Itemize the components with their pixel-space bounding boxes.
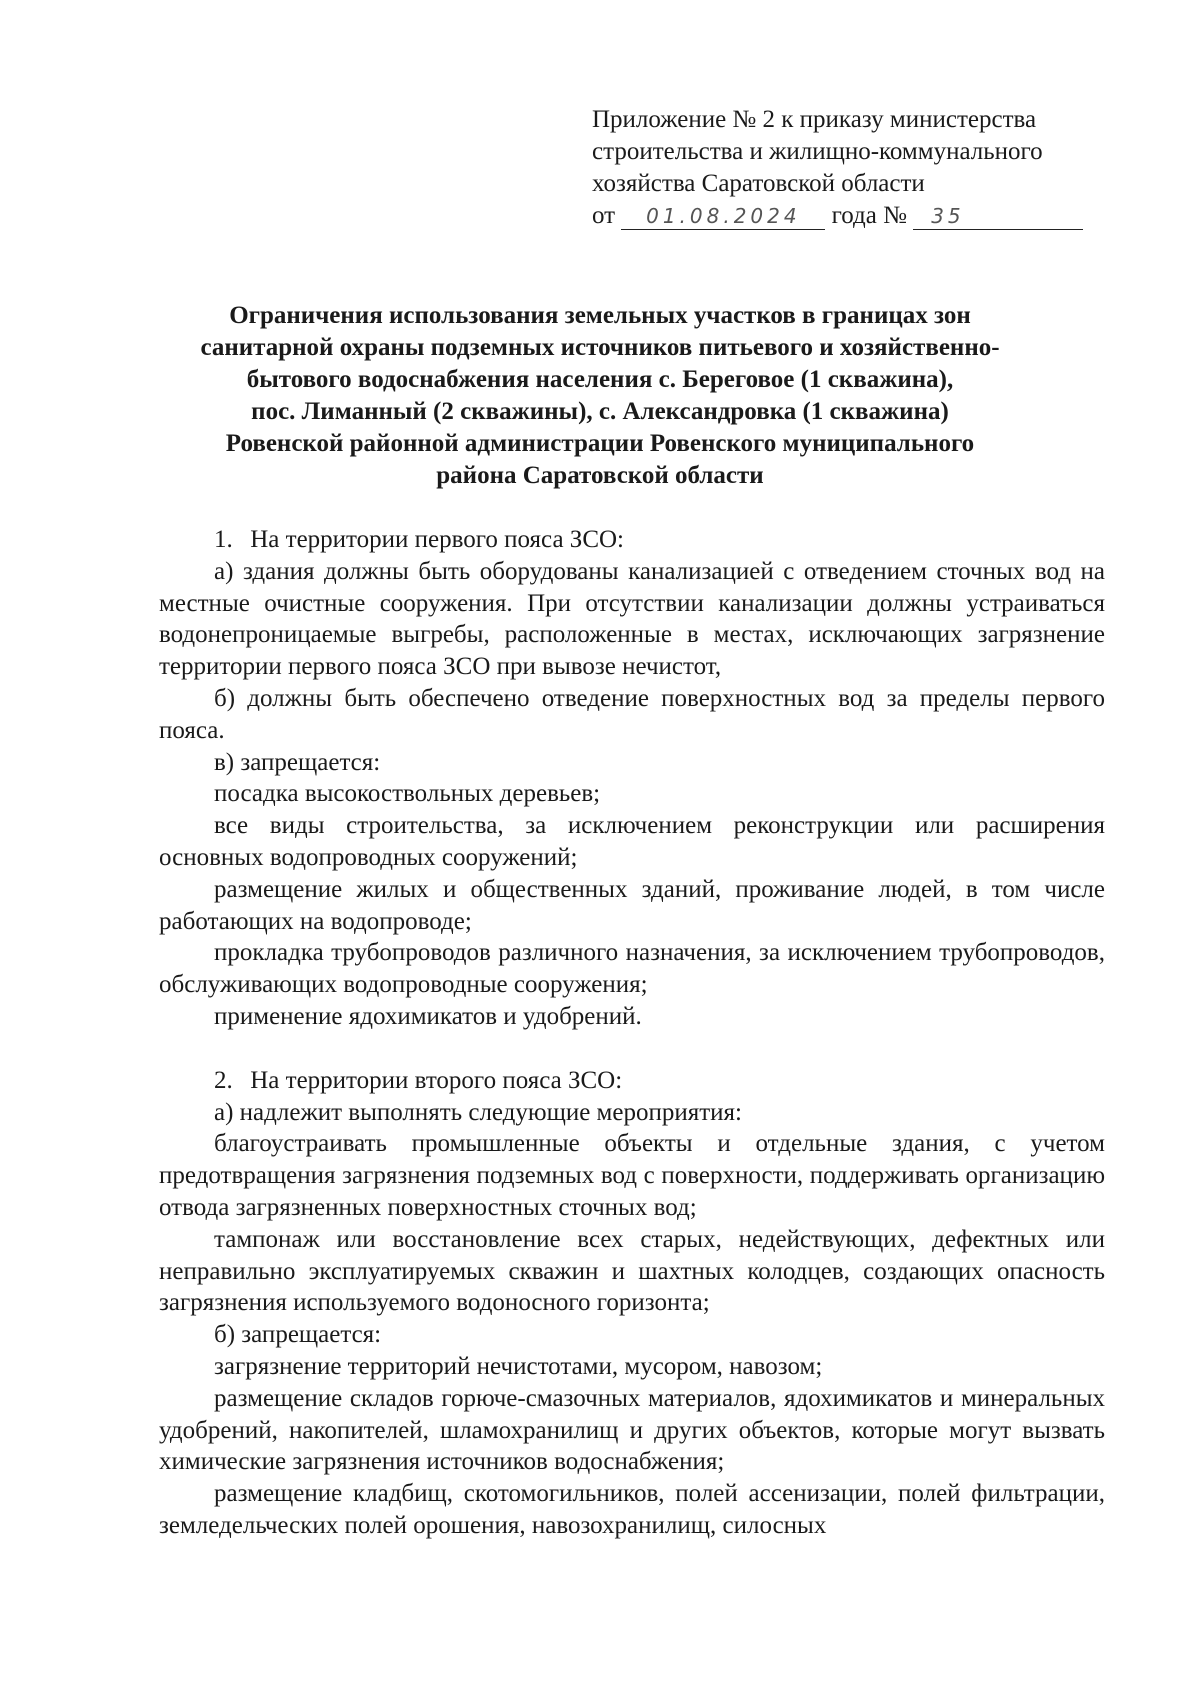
- section-2-item-b: б) запрещается:: [214, 1321, 382, 1349]
- section-1-prohibition: применение ядохимикатов и удобрений.: [214, 1002, 642, 1030]
- section-2-heading: [159, 1065, 1105, 1097]
- section-1-item-v: в) запрещается:: [214, 748, 381, 776]
- section-1-item-b: б) должны быть обеспечено отведение поверхностных вод за пределы первого пояса.: [159, 684, 1105, 744]
- section-1-item-a: а) здания должны быть оборудованы канализацией с отведением сточных вод на местные очистные сооружения. При отсутствии канализации должны устраиваться водонепроницаемые выгребы, расположенные в местах, исключающих загрязнение территории первого пояса ЗСО при вывозе нечистот,: [159, 557, 1105, 681]
- section-1-prohibition: размещение жилых и общественных зданий, проживание людей, в том числе работающих на водопроводе;: [159, 875, 1105, 935]
- section-gap: [159, 1033, 1105, 1065]
- section-heading-text: На территории первого пояса ЗСО:: [250, 526, 624, 553]
- section-2-measure: тампонаж или восстановление всех старых, недействующих, дефектных или неправильно эксплуатируемых скважин и шахтных колодцев, создающих опасность загрязнения используемого водоносного горизонта;: [159, 1225, 1105, 1317]
- title-line: бытового водоснабжения населения с. Береговое (1 скважина),: [246, 366, 954, 393]
- year-number-label: года №: [831, 202, 907, 229]
- header-line-2: строительства и жилищно-коммунального: [592, 138, 1043, 165]
- section-1-prohibition: посадка высокоствольных деревьев;: [214, 780, 601, 808]
- section-1-prohibition: прокладка трубопроводов различного назначения, за исключением трубопроводов, обслуживающих водопроводные сооружения;: [159, 939, 1105, 999]
- header-date-line: [592, 200, 1112, 232]
- section-number: 2.: [214, 1066, 233, 1094]
- section-2-item-a: а) надлежит выполнять следующие мероприятия:: [214, 1098, 742, 1126]
- from-label: от: [592, 202, 616, 229]
- section-2-prohibition: загрязнение территорий нечистотами, мусором, навозом;: [214, 1352, 823, 1380]
- title-line: Ограничения использования земельных участков в границах зон: [229, 302, 971, 329]
- title-line: района Саратовской области: [436, 462, 764, 489]
- title-line: санитарной охраны подземных источников питьевого и хозяйственно-: [200, 334, 1000, 361]
- section-2-measure: благоустраивать промышленные объекты и отдельные здания, с учетом предотвращения загрязнения подземных вод с поверхности, поддерживать организацию отвода загрязненных поверхностных сточных вод;: [159, 1130, 1105, 1221]
- section-heading-text: На территории второго пояса ЗСО:: [250, 1066, 623, 1094]
- title-line: Ровенской районной администрации Ровенского муниципального: [225, 430, 975, 457]
- appendix-header: [592, 104, 1112, 232]
- document-title: [150, 300, 1050, 492]
- handwritten-order-number: 35: [913, 203, 1083, 230]
- section-number: 1.: [214, 526, 233, 553]
- title-line: пос. Лиманный (2 скважины), с. Александровка (1 скважина): [251, 398, 949, 425]
- header-line-3: хозяйства Саратовской области: [592, 170, 925, 197]
- section-2-prohibition: размещение складов горюче-смазочных материалов, ядохимикатов и минеральных удобрений, накопителей, шламохранилищ и других объектов, которые могут вызвать химические загрязнения источников водоснабжения;: [159, 1384, 1105, 1476]
- section-1-heading: [159, 524, 1105, 556]
- section-1-prohibition: все виды строительства, за исключением реконструкции или расширения основных водопроводных сооружений;: [159, 812, 1105, 871]
- section-2-prohibition: размещение кладбищ, скотомогильников, полей ассенизации, полей фильтрации, земледельческих полей орошения, навозохранилищ, силосных: [159, 1480, 1105, 1539]
- header-line-1: Приложение № 2 к приказу министерства: [592, 106, 1037, 133]
- document-body: [159, 524, 1105, 1542]
- handwritten-date: 01.08.2024: [621, 203, 825, 230]
